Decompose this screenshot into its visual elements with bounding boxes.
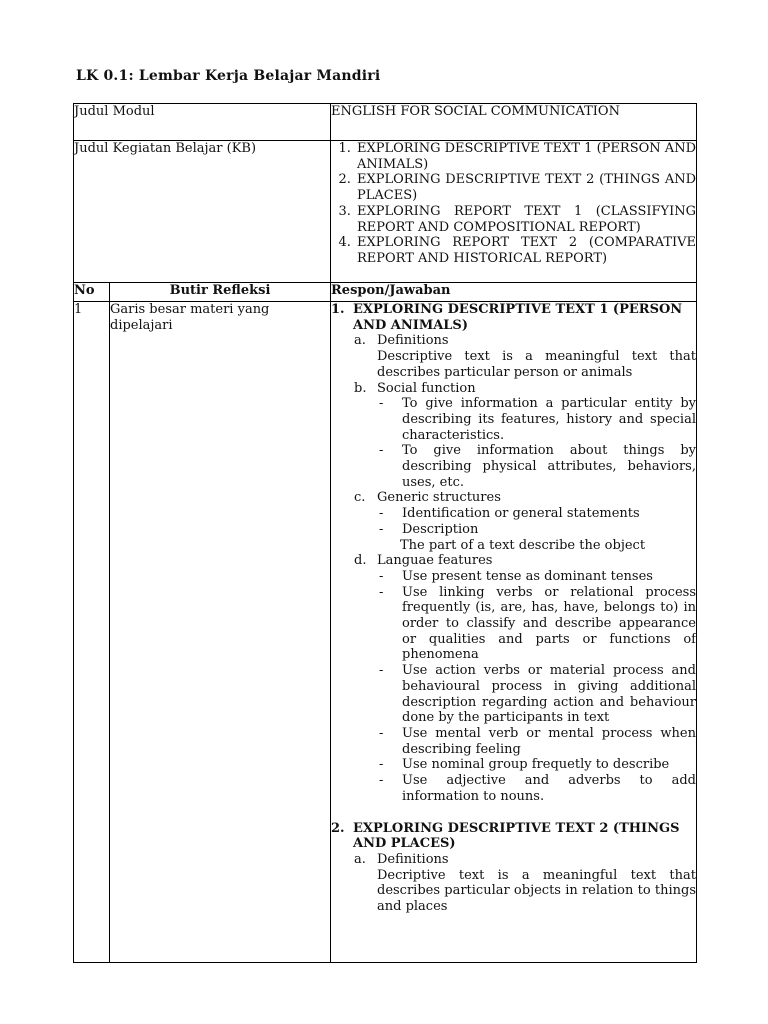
subheading-label: Social function [377,380,476,396]
section-title: EXPLORING DESCRIPTIVE TEXT 2 (THINGS AND PLACES) [353,820,680,852]
subheading-label: Languae features [377,553,493,569]
bullet-item [331,585,696,664]
table-row [74,302,697,963]
judul-kb-row [74,141,697,283]
bullet-item [331,506,696,522]
subheading-letter: a. [354,851,366,867]
bullet-item [331,522,696,538]
spacer [331,805,696,821]
respon-cell [331,302,697,963]
subheading-label: Definitions [377,851,449,867]
dash-marker: - [379,725,384,741]
definition-text: Descriptive text is a meaningful text that describes particular person or animals [377,349,696,380]
dash-marker: - [379,584,384,600]
bullet-item [331,726,696,757]
section-heading [331,821,696,852]
judul-kb-label: Judul Kegiatan Belajar (KB) [74,141,331,283]
bullet-item [331,569,696,585]
dash-marker: - [379,663,384,679]
bullet-text: Use mental verb or mental process when describing feeling [402,725,696,757]
subheading-label: Generic structures [377,490,501,506]
bullet-text: Use adjective and adverbs to add information to nouns. [402,773,696,804]
bullet-text: Use nominal group frequetly to describe [402,757,670,773]
bullet-text: Description [402,521,479,537]
bullet-text: To give information a particular entity by describing its features, history and special characteristics. [402,396,696,443]
bullet-item [331,773,696,804]
section-number: 2. [331,820,345,836]
dash-marker: - [379,396,384,412]
subheading [331,381,696,397]
kb-item: 2. EXPLORING DESCRIPTIVE TEXT 2 (THINGS AND PLACES) [355,172,696,203]
dash-marker: - [379,773,384,789]
subheading-letter: a. [354,333,366,349]
header-no: No [74,283,110,302]
worksheet-table [73,103,697,963]
header-butir-refleksi: Butir Refleksi [110,283,331,302]
bullet-text: Use linking verbs or relational process frequently (is, are, has, have, belongs to) in order to classify and describe appearance or qualities and parts or functions of phenomena [402,584,696,663]
dash-marker: - [379,757,384,773]
bullet-continuation: The part of a text describe the object [400,537,646,553]
dash-marker: - [379,521,384,537]
bullet-text: Use present tense as dominant tenses [402,568,653,584]
judul-modul-value: ENGLISH FOR SOCIAL COMMUNICATION [331,104,697,141]
kb-item: 3. EXPLORING REPORT TEXT 1 (CLASSIFYING REPORT AND COMPOSITIONAL REPORT) [355,204,696,235]
subheading [331,553,696,569]
bullet-text: To give information about things by describing physical attributes, behaviors, uses, etc. [402,443,696,490]
bullet-item [331,443,696,490]
bullet-item [331,396,696,443]
subheading [331,852,696,868]
row-number: 1 [74,302,110,963]
subheading-letter: c. [354,490,366,506]
section-title: EXPLORING DESCRIPTIVE TEXT 1 (PERSON AND ANIMALS) [353,302,683,333]
header-respon-jawaban: Respon/Jawaban [331,283,697,302]
bullet-text: Use action verbs or material process and behavioural process in giving additional description regarding action and behaviour done by the participants in text [402,663,696,726]
bullet-item [331,663,696,726]
table-header-row [74,283,697,302]
dash-marker: - [379,506,384,522]
butir-refleksi-text: Garis besar materi yang dipelajari [110,302,331,963]
subheading-label: Definitions [377,333,449,349]
subheading [331,490,696,506]
kb-item: 1. EXPLORING DESCRIPTIVE TEXT 1 (PERSON AND ANIMALS) [355,141,696,172]
dash-marker: - [379,568,384,584]
judul-modul-label: Judul Modul [74,104,331,141]
dash-marker: - [379,443,384,459]
kb-list [331,141,696,267]
bullet-item [331,757,696,773]
judul-kb-cell [331,141,697,283]
section-number: 1. [331,302,345,317]
subheading [331,333,696,349]
judul-modul-row [74,104,697,141]
subheading-letter: d. [354,553,367,569]
kb-item: 4. EXPLORING REPORT TEXT 2 (COMPARATIVE REPORT AND HISTORICAL REPORT) [355,235,696,266]
document-title: LK 0.1: Lembar Kerja Belajar Mandiri [76,68,381,84]
section-heading [331,302,696,333]
bullet-text: Identification or general statements [402,506,640,522]
definition-text: Decriptive text is a meaningful text that describes particular objects in relation to things and places [377,867,696,915]
subheading-letter: b. [354,380,367,396]
